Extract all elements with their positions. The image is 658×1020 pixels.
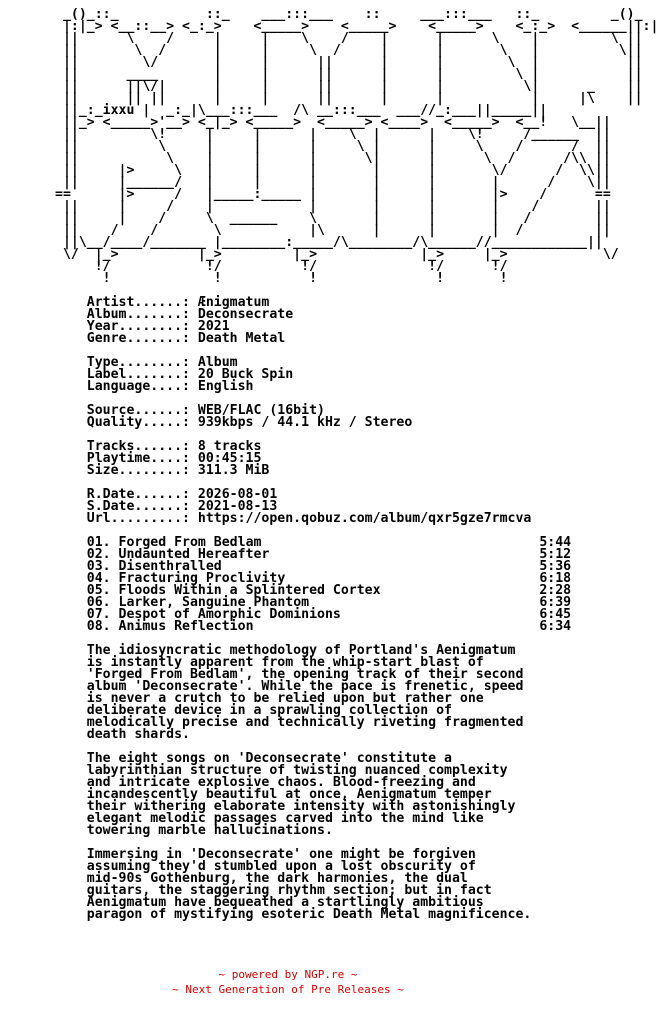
description-line: mid-90s Gothenburg, the dark harmonies, the dual <box>55 871 468 886</box>
track-number: 07. <box>55 607 119 622</box>
ascii-logo-line: ||\__/____/_______ |________:_____/\________/\______//____________|| <box>55 235 603 250</box>
description-line: labyrinthian structure of twisting nuanced complexity <box>55 763 508 778</box>
info-size: Size........: 311.3 MiB <box>55 463 270 478</box>
description-line: melodically precise and technically riveting fragmented <box>55 715 524 730</box>
ascii-logo-line: || ____ | | || | | \ | || <box>55 67 643 82</box>
description-line: guitars, the staggering rhythm section; but in fact <box>55 883 492 898</box>
description-line: their withering elaborate intensity with astonishingly <box>55 799 516 814</box>
info-tracks: Tracks......: 8 tracks <box>55 439 262 454</box>
track-duration: 6:18 <box>539 571 572 586</box>
footer-powered-by: ~ powered by NGP.re ~ <box>218 968 358 981</box>
ascii-logo-line: !/ !/ !/ !/ !/ <box>55 259 508 274</box>
info-artist: Artist......: Ænigmatum <box>55 295 270 310</box>
info-sdate: S.Date......: 2021-08-13 <box>55 499 278 514</box>
track-duration: 6:34 <box>539 619 572 634</box>
track-title: Larker, Sanguine Phantom <box>118 595 310 610</box>
track-duration: 5:44 <box>539 535 572 550</box>
track-title: Floods Within a Splintered Cortex <box>118 583 381 598</box>
ascii-logo-line: || | / | | | | | / || <box>55 199 611 214</box>
track-number: 04. <box>55 571 119 586</box>
description-line: Aenigmatum have bequeathed a startlingly ambitious <box>55 895 484 910</box>
description-line: elegant melodic passages carved into the mind like <box>55 811 484 826</box>
description-line: death shards. <box>55 727 190 742</box>
track-title: Undaunted Hereafter <box>118 547 270 562</box>
description-line: paragon of mystifying esoteric Death Metal magnificence. <box>55 907 532 922</box>
track-number: 05. <box>55 583 119 598</box>
info-type: Type........: Album <box>55 355 238 370</box>
description-line: and intricate explosive chaos. Blood-freezing and <box>55 775 476 790</box>
ascii-logo-line: || || || | | || | | | |\ || <box>55 91 643 106</box>
track-duration: 6:39 <box>539 595 572 610</box>
track-number: 08. <box>55 619 119 634</box>
ascii-logo-line: || |> \ | | | | | \/ / \\|| <box>55 163 611 178</box>
description-line: towering marble hallucinations. <box>55 823 333 838</box>
track-title: Disenthralled <box>118 559 222 574</box>
track-number: 02. <box>55 547 119 562</box>
info-language: Language....: English <box>55 379 254 394</box>
description-line: incandescently beautiful at once, Aenigmatum temper <box>55 787 492 802</box>
nfo-document <box>55 9 658 921</box>
ascii-logo-line: || \ | | | \ | | \ / / || <box>55 139 611 154</box>
ascii-logo-line: ! ! ! ! ! <box>55 271 508 286</box>
track-duration: 6:45 <box>539 607 572 622</box>
info-quality: Quality.....: 939kbps / 44.1 kHz / Stereo <box>55 415 413 430</box>
description-line: is instantly apparent from the whip-start blast of <box>55 655 484 670</box>
info-url: Url.........: https://open.qobuz.com/album/qxr5gze7rmcva <box>55 511 532 526</box>
description-line: album 'Deconsecrate'. While the pace is frenetic, speed <box>55 679 524 694</box>
track-title: Fracturing Proclivity <box>118 571 286 586</box>
description-line: 'Forged From Bedlam', the opening track of their second <box>55 667 524 682</box>
description-line: The idiosyncratic methodology of Portland's Aenigmatum <box>55 643 516 658</box>
info-playtime: Playtime....: 00:45:15 <box>55 451 262 466</box>
ascii-logo-line: || ||\/| | | || | | \| _ || <box>55 79 643 94</box>
ascii-logo-line: || / / \ |\ | | | / || <box>55 223 611 238</box>
description-line: assuming they'd stumbled upon a lost obscurity of <box>55 859 476 874</box>
track-title: Animus Reflection <box>118 619 254 634</box>
ascii-logo-line: ||_> <_____>'__> <_|_> <_____> <_____> <____> <_____> <__! \__|| <box>55 115 611 130</box>
track-duration: 5:12 <box>539 547 572 562</box>
track-row <box>55 621 658 633</box>
track-duration: 5:36 <box>539 559 572 574</box>
footer-tagline: ~ Next Generation of Pre Releases ~ <box>172 983 404 996</box>
ascii-logo-line: \/ |_> |_> |_> |_> |_> \/ <box>55 247 619 262</box>
description-line: The eight songs on 'Deconsecrate' constitute a <box>55 751 452 766</box>
description-line: Immersing in 'Deconsecrate' one might be forgiven <box>55 847 476 862</box>
info-label: Label.......: 20 Buck Spin <box>55 367 294 382</box>
ascii-logo-line: == |> / |_____:_____ | | | |> / == <box>55 187 611 202</box>
ascii-logo-line: || \ / | | \ / | | \ | \|| <box>55 43 643 58</box>
ascii-logo-line: ||_:_ixxu | _:_|\___:::___ /\ __:::___ ___//_:___||_____|| <box>55 103 548 118</box>
track-title: Despot of Amorphic Dominions <box>118 607 341 622</box>
info-rdate: R.Date......: 2026-08-01 <box>55 487 278 502</box>
ascii-logo-line: || \ | | | \| | \ / /\\ || <box>55 151 611 166</box>
ascii-logo-line: || | / \ ______ \ | | | / || <box>55 211 611 226</box>
ascii-logo-line: || \! | | | \ | | \! /______ || <box>55 127 611 142</box>
info-genre: Genre.......: Death Metal <box>55 331 286 346</box>
ascii-logo-line: |:|_> <__::__> <_:_> <_____> <_____> <_____> <_:_> <______||:| <box>55 19 658 34</box>
track-title: Forged From Bedlam <box>118 535 262 550</box>
track-number: 06. <box>55 595 119 610</box>
ascii-logo-line: _()_::_ ::_ ___:::___ :: ___:::___ ::_ _()_ <box>55 7 643 22</box>
ascii-logo-line: || \ / | | \ / | | \ | \ || <box>55 31 643 46</box>
info-source: Source......: WEB/FLAC (16bit) <box>55 403 325 418</box>
description-line: deliberate device in a sprawling collection of <box>55 703 452 718</box>
track-number: 03. <box>55 559 119 574</box>
track-duration: 2:28 <box>539 583 572 598</box>
ascii-logo-line: || \/ | | || | | \ | || <box>55 55 643 70</box>
info-album: Album.......: Deconsecrate <box>55 307 294 322</box>
ascii-logo-line: || |______/ | | | | | | / \|| <box>55 175 611 190</box>
track-number: 01. <box>55 535 119 550</box>
info-year: Year........: 2021 <box>55 319 230 334</box>
description-line: is never a crutch to be relied upon but rather one <box>55 691 484 706</box>
